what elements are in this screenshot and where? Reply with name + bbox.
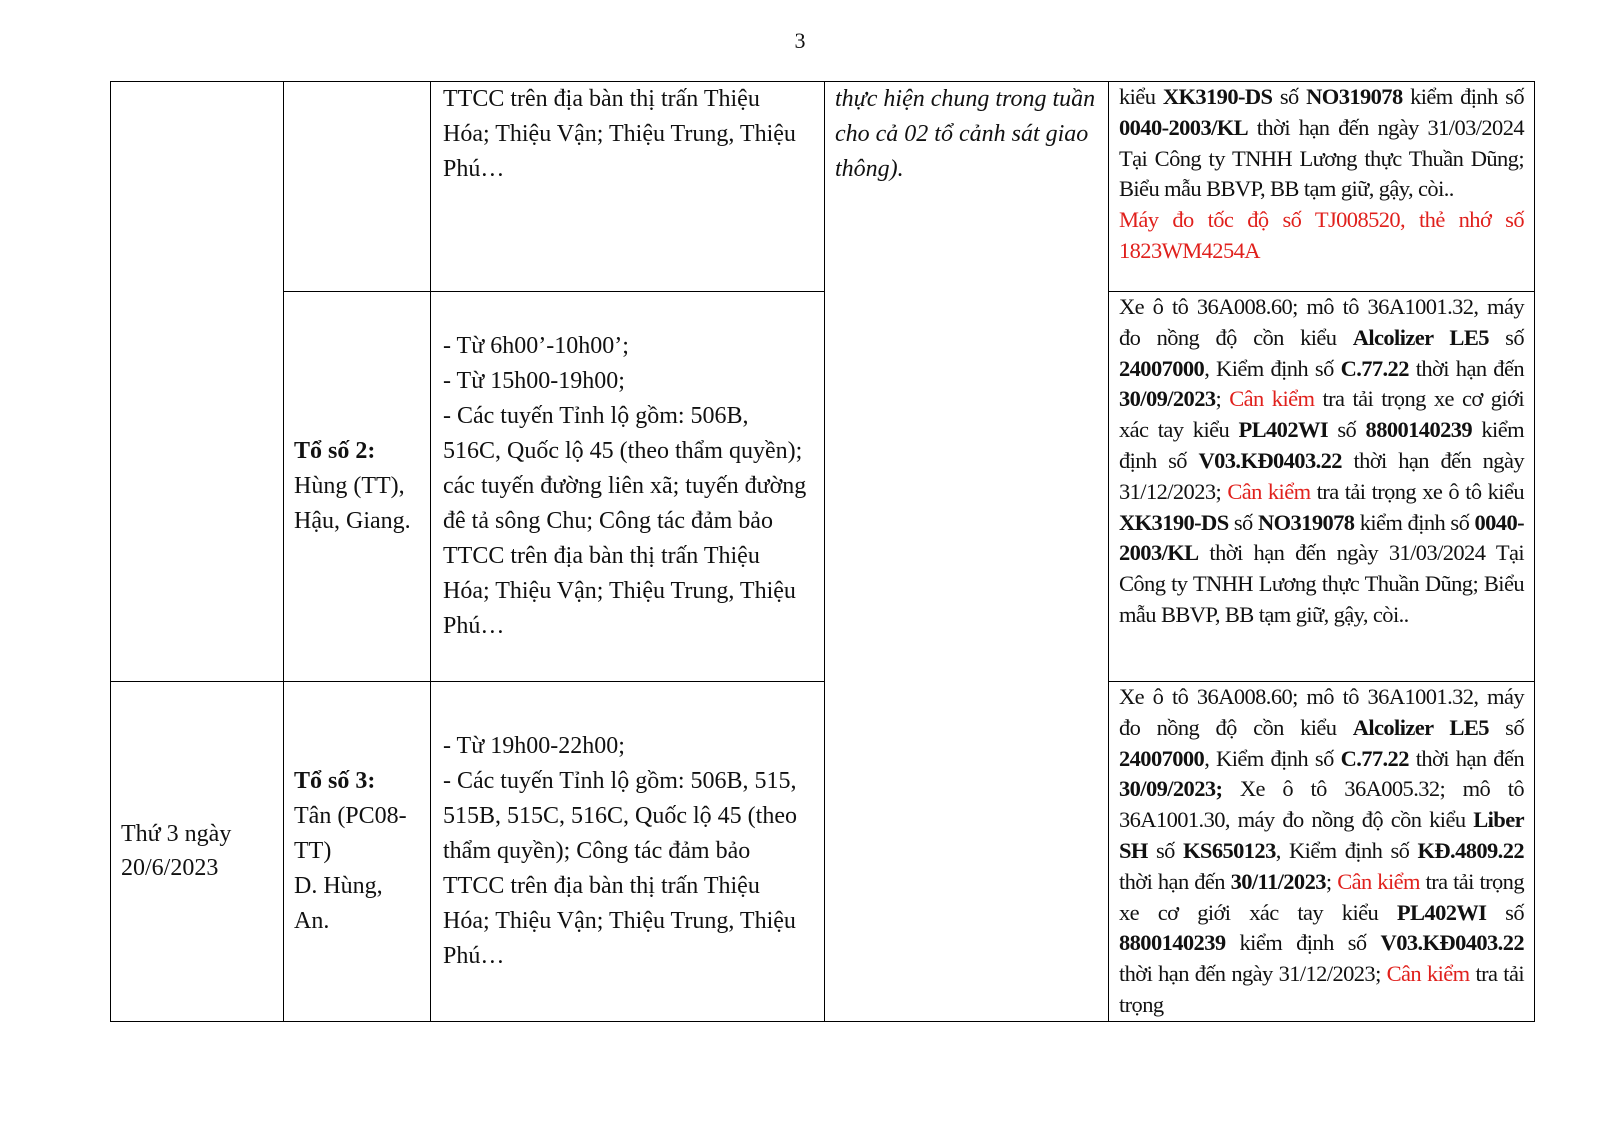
equipment-model: XK3190-DS [1119, 509, 1229, 535]
equipment-text: số [1486, 899, 1524, 925]
task-line: - Từ 15h00-19h00; [443, 368, 625, 394]
equipment-text: Xe ô tô 36A005.32; mô tô 36A1001.30, máy đo nồng độ cồn kiểu [1119, 776, 1524, 833]
equipment-cell [1109, 682, 1535, 1022]
equipment-serial: 8800140239 [1365, 417, 1473, 443]
equipment-model: XK3190-DS [1162, 84, 1273, 109]
equipment-text: ; [1215, 386, 1230, 412]
equipment-serial: 24007000 [1119, 745, 1205, 771]
equipment-model: Alcolizer LE5 [1352, 324, 1489, 350]
patrol-schedule-table [110, 81, 1535, 1022]
scale-highlight: Cân kiểm [1229, 386, 1315, 412]
equipment-text: Xe ô tô 36A008.60; mô tô 36A1001.32, máy đo nồng độ cồn kiểu [1119, 684, 1524, 740]
page-number: 3 [794, 28, 806, 53]
equipment-text: thời hạn đến [1408, 355, 1524, 381]
equipment-text: , Kiểm định số [1275, 837, 1418, 863]
scale-highlight: Cân kiểm [1386, 961, 1470, 987]
equipment-expiry: 30/09/2023; [1119, 776, 1223, 802]
equipment-model: PL402WI [1238, 417, 1329, 443]
equipment-text: Xe ô tô 36A008.60; mô tô 36A1001.32, máy đo nồng độ cồn kiểu [1119, 294, 1524, 350]
task-line: - Các tuyến Tỉnh lộ gồm: 506B, 516C, Quốc lộ 45 (theo thẩm quyền); các tuyến đường liên xã; tuyến đường đê tả sông Chu; Công tác đảm bảo TTCC trên địa bàn thị trấn Thiệu Hóa; Thiệu Vận; Thiệu Trung, Thiệu Phú… [443, 403, 807, 639]
equipment-model: PL402WI [1396, 899, 1487, 925]
equipment-text: kiểm định số [1402, 84, 1524, 109]
task-line: - Từ 19h00-22h00; [443, 732, 625, 759]
equipment-text: số [1488, 324, 1524, 350]
day-cell [111, 682, 284, 1022]
task-cell [431, 292, 825, 682]
equipment-certificate: C.77.22 [1340, 745, 1409, 771]
equipment-text: , Kiểm định số [1204, 745, 1341, 771]
task-line: - Các tuyến Tỉnh lộ gồm: 506B, 515, 515B, 515C, 516C, Quốc lộ 45 (theo thẩm quyền); Công tác đảm bảo TTCC trên địa bàn thị trấn Thiệu Hóa; Thiệu Vận; Thiệu Trung, Thiệu Phú… [443, 767, 797, 969]
equipment-text: thời hạn đến ngày 31/12/2023; [1119, 961, 1387, 987]
equipment-text: thời hạn đến ngày 31/03/2024 Tại Công ty TNHH Lương thực Thuần Dũng; Biểu mẫu BBVP, BB tạm giữ, gậy, còi.. [1119, 114, 1524, 202]
equipment-text: số [1228, 509, 1258, 535]
note-cell [825, 82, 1109, 1022]
note-text: thực hiện chung trong tuần cho cả 02 tổ cảnh sát giao thông). [835, 86, 1096, 182]
equipment-cell [1109, 82, 1535, 292]
equipment-text: số [1272, 84, 1307, 109]
team-members: Hùng (TT), Hậu, Giang. [294, 473, 411, 534]
equipment-certificate: 0040-2003/KL [1119, 114, 1249, 140]
equipment-certificate: C.77.22 [1340, 355, 1409, 381]
table-row [111, 292, 1535, 682]
equipment-model: Liber SH [1119, 807, 1524, 863]
equipment-serial: NO319078 [1306, 84, 1403, 109]
equipment-text: tra tải trọng xe cơ giới xác tay kiểu [1119, 868, 1524, 925]
equipment-text: kiểu [1119, 84, 1163, 109]
equipment-text: kiểm định số [1354, 509, 1475, 535]
team-name: Tổ số 2: [294, 438, 376, 464]
equipment-certificate: V03.KĐ0403.22 [1198, 447, 1342, 473]
day-cell-empty [111, 82, 284, 682]
team-name: Tổ số 3: [294, 767, 376, 794]
equipment-serial: 8800140239 [1119, 930, 1226, 956]
equipment-text: thời hạn đến ngày 31/12/2023; [1119, 447, 1524, 504]
equipment-text: , Kiểm định số [1204, 355, 1341, 381]
equipment-text: số [1147, 837, 1184, 863]
equipment-expiry: 30/09/2023 [1119, 386, 1216, 412]
equipment-certificate: KĐ.4809.22 [1417, 837, 1525, 863]
equipment-text: số [1488, 714, 1524, 740]
equipment-text: kiểm định số [1225, 930, 1381, 956]
equipment-text: thời hạn đến [1119, 868, 1231, 894]
task-text: TTCC trên địa bàn thị trấn Thiệu Hóa; Thiệu Vận; Thiệu Trung, Thiệu Phú… [443, 86, 796, 182]
team-cell [284, 292, 431, 682]
table-row [111, 682, 1535, 1022]
equipment-cell [1109, 292, 1535, 682]
day-label: Thứ 3 ngày 20/6/2023 [121, 821, 232, 882]
task-line: - Từ 6h00’-10h00’; [443, 333, 629, 359]
equipment-expiry: 30/11/2023 [1230, 868, 1326, 894]
equipment-text: tra tải trọng [1119, 961, 1524, 1017]
equipment-text: thời hạn đến ngày 31/03/2024 Tại Công ty TNHH Lương thực Thuần Dũng; Biểu mẫu BBVP, BB tạm giữ, gậy, còi.. [1119, 540, 1524, 627]
equipment-certificate: V03.KĐ0403.22 [1380, 930, 1524, 956]
equipment-serial: NO319078 [1257, 509, 1355, 535]
equipment-text: kiểm định số [1119, 417, 1524, 473]
team-members: Tân (PC08-TT) D. Hùng, An. [294, 802, 407, 934]
equipment-text: tra tải trọng xe cơ giới xác tay kiểu [1119, 386, 1524, 443]
task-cell [431, 82, 825, 292]
scale-highlight: Cân kiểm [1337, 868, 1420, 894]
equipment-text: số [1328, 417, 1366, 443]
scale-highlight: Cân kiểm [1227, 478, 1311, 504]
equipment-serial: 24007000 [1119, 355, 1205, 381]
task-cell [431, 682, 825, 1022]
team-cell-empty [284, 82, 431, 292]
equipment-text: thời hạn đến [1408, 745, 1524, 771]
equipment-certificate: 0040-2003/KL [1119, 509, 1524, 566]
team-cell [284, 682, 431, 1022]
equipment-model: Alcolizer LE5 [1352, 714, 1489, 740]
speed-meter-text: Máy đo tốc độ số TJ008520, thẻ nhớ số 1823WM4254A [1119, 207, 1524, 263]
equipment-serial: KS650123 [1183, 837, 1276, 863]
equipment-text: ; [1325, 868, 1338, 894]
equipment-text: tra tải trọng xe ô tô kiểu [1310, 478, 1524, 504]
table-row [111, 82, 1535, 292]
